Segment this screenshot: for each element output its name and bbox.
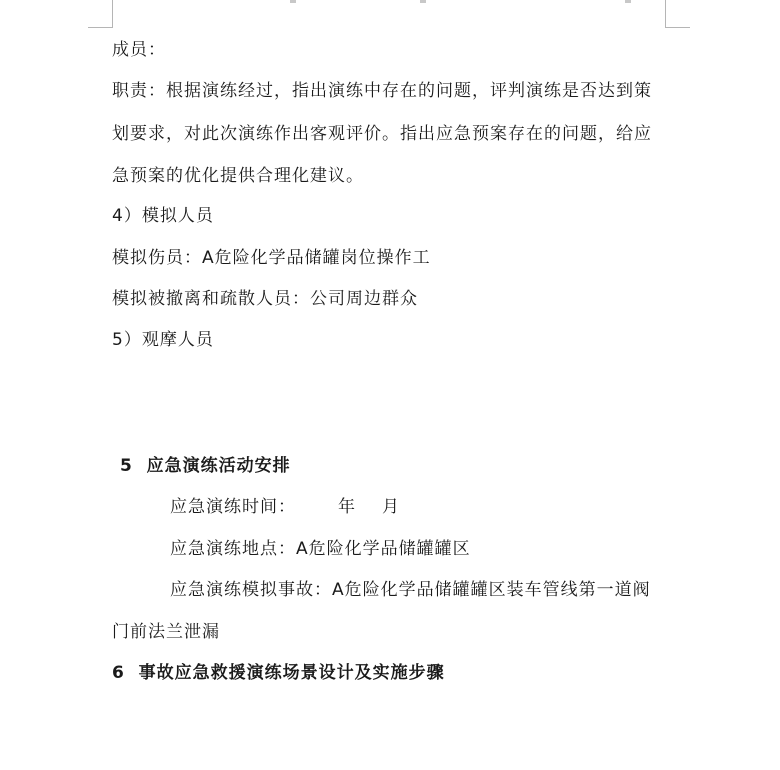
crop-mark-right-vertical (665, 0, 666, 28)
simulation-staff-heading: 4）模拟人员 (112, 206, 214, 226)
section-5-title: 5 应急演练活动安排 (120, 456, 291, 476)
section-6-title: 6 事故应急救援演练场景设计及实施步骤 (112, 663, 445, 683)
crop-mark-left-horizontal (88, 27, 113, 28)
drill-month-unit: 月 (382, 497, 400, 517)
drill-accident-line-2: 门前法兰泄漏 (112, 622, 220, 642)
observers-heading: 5）观摩人员 (112, 330, 214, 350)
drill-year-unit: 年 (338, 497, 356, 517)
crop-mark-right-horizontal (665, 27, 690, 28)
drill-location-line: 应急演练地点：A危险化学品储罐罐区 (170, 539, 471, 559)
crop-mark-left-vertical (112, 0, 113, 28)
duty-line-3: 急预案的优化提供合理化建议。 (112, 166, 364, 186)
duty-line-2: 划要求，对此次演练作出客观评价。指出应急预案存在的问题，给应 (112, 124, 652, 144)
drill-accident-line-1: 应急演练模拟事故：A危险化学品储罐罐区装车管线第一道阀 (170, 580, 651, 600)
drill-time-label: 应急演练时间： (170, 497, 296, 517)
cut-off-text-fragment (290, 0, 296, 3)
cut-off-text-fragment (420, 0, 426, 3)
simulated-evacuees-line: 模拟被撤离和疏散人员：公司周边群众 (112, 289, 418, 309)
members-line: 成员： (112, 40, 166, 60)
drill-time-line (170, 497, 400, 517)
duty-line-1: 职责：根据演练经过，指出演练中存在的问题，评判演练是否达到策 (112, 81, 652, 101)
cut-off-text-fragment (625, 0, 631, 3)
simulated-injured-line: 模拟伤员：A危险化学品储罐岗位操作工 (112, 248, 431, 268)
